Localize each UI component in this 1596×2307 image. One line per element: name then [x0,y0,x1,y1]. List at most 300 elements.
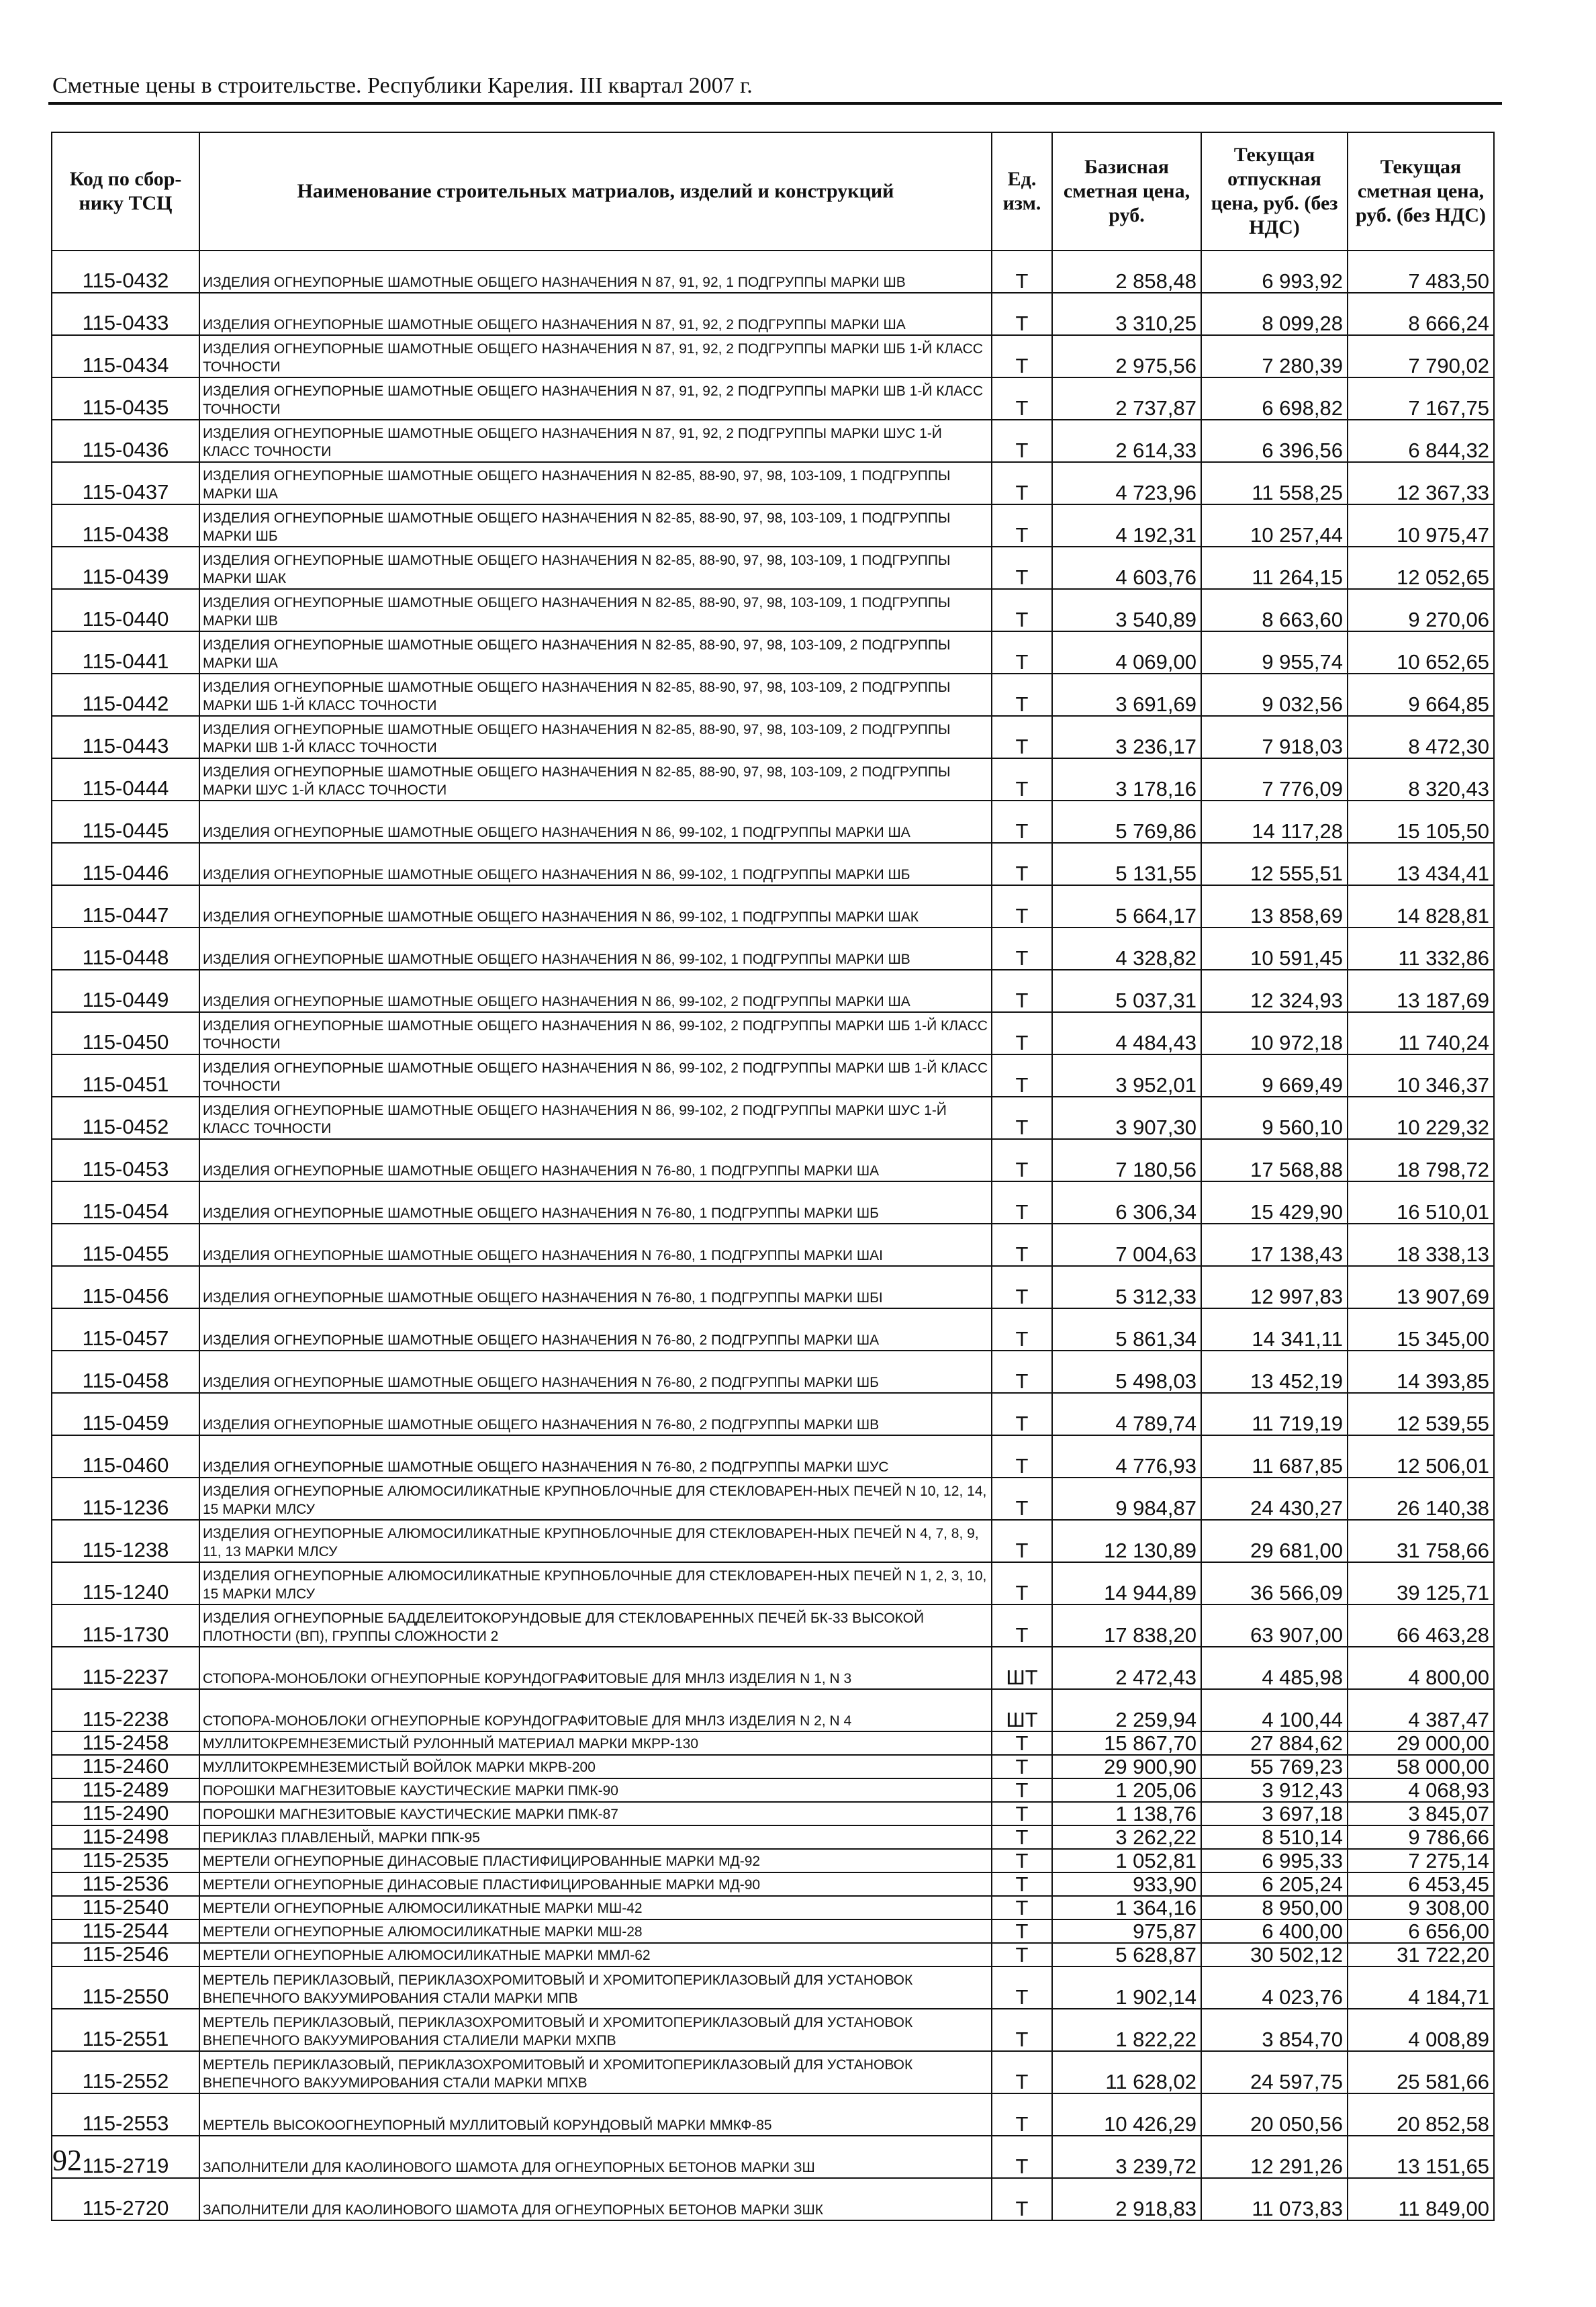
sell-price-cell: 6 396,56 [1201,420,1348,462]
table-row [52,1689,1494,1731]
name-cell: ИЗДЕЛИЯ ОГНЕУПОРНЫЕ ШАМОТНЫЕ ОБЩЕГО НАЗНАЧЕНИЯ N 82-85, 88-90, 97, 98, 103-109, 1 ПОДГРУППЫ МАРКИ ШАК [199,547,992,589]
current-price-cell: 7 167,75 [1348,377,1494,420]
sell-price-cell: 55 769,23 [1201,1755,1348,1778]
code-cell: 115-0459 [52,1393,199,1435]
current-price-cell: 6 453,45 [1348,1872,1494,1896]
base-price-cell: 11 628,02 [1052,2051,1201,2093]
name-cell: ЗАПОЛНИТЕЛИ ДЛЯ КАОЛИНОВОГО ШАМОТА ДЛЯ ОГНЕУПОРНЫХ БЕТОНОВ МАРКИ ЗШК [199,2178,992,2220]
code-cell: 115-0442 [52,674,199,716]
current-price-cell: 10 652,65 [1348,631,1494,674]
unit-cell: Т [992,758,1052,801]
table-row [52,1802,1494,1825]
sell-price-cell: 9 955,74 [1201,631,1348,674]
table-row [52,2178,1494,2220]
name-cell: ИЗДЕЛИЯ ОГНЕУПОРНЫЕ ШАМОТНЫЕ ОБЩЕГО НАЗНАЧЕНИЯ N 76-80, 2 ПОДГРУППЫ МАРКИ ШУС [199,1435,992,1478]
current-price-cell: 20 852,58 [1348,2093,1494,2136]
base-price-cell: 4 776,93 [1052,1435,1201,1478]
current-price-cell: 18 338,13 [1348,1224,1494,1266]
table-row [52,843,1494,885]
code-cell: 115-0441 [52,631,199,674]
current-price-cell: 6 656,00 [1348,1919,1494,1943]
sell-price-cell: 10 257,44 [1201,504,1348,547]
table-row [52,1181,1494,1224]
unit-cell: Т [992,420,1052,462]
current-price-cell: 10 229,32 [1348,1097,1494,1139]
current-price-cell: 4 184,71 [1348,1966,1494,2009]
current-price-cell: 12 539,55 [1348,1393,1494,1435]
sell-price-cell: 63 907,00 [1201,1604,1348,1647]
base-price-cell: 1 205,06 [1052,1778,1201,1802]
code-cell: 115-2552 [52,2051,199,2093]
unit-cell: Т [992,1966,1052,2009]
name-cell: МУЛЛИТОКРЕМНЕЗЕМИСТЫЙ ВОЙЛОК МАРКИ МКРВ-200 [199,1755,992,1778]
table-row [52,1308,1494,1351]
unit-cell: Т [992,2178,1052,2220]
name-cell: ИЗДЕЛИЯ ОГНЕУПОРНЫЕ ШАМОТНЫЕ ОБЩЕГО НАЗНАЧЕНИЯ N 82-85, 88-90, 97, 98, 103-109, 1 ПОДГРУППЫ МАРКИ ШБ [199,504,992,547]
table-row [52,547,1494,589]
current-price-cell: 4 800,00 [1348,1647,1494,1689]
table-row [52,1604,1494,1647]
code-cell: 115-0444 [52,758,199,801]
unit-cell: Т [992,2051,1052,2093]
name-cell: СТОПОРА-МОНОБЛОКИ ОГНЕУПОРНЫЕ КОРУНДОГРАФИТОВЫЕ ДЛЯ МНЛЗ ИЗДЕЛИЯ N 1, N 3 [199,1647,992,1689]
code-cell: 115-1238 [52,1520,199,1562]
name-cell: ИЗДЕЛИЯ ОГНЕУПОРНЫЕ ШАМОТНЫЕ ОБЩЕГО НАЗНАЧЕНИЯ N 87, 91, 92, 2 ПОДГРУППЫ МАРКИ ШУС 1-Й КЛАСС ТОЧНОСТИ [199,420,992,462]
sell-price-cell: 6 205,24 [1201,1872,1348,1896]
sell-price-cell: 17 568,88 [1201,1139,1348,1181]
name-cell: МЕРТЕЛИ ОГНЕУПОРНЫЕ АЛЮМОСИЛИКАТНЫЕ МАРКИ ММЛ-62 [199,1943,992,1966]
sell-price-cell: 8 099,28 [1201,293,1348,335]
sell-price-cell: 11 687,85 [1201,1435,1348,1478]
code-cell: 115-1236 [52,1478,199,1520]
code-cell: 115-2551 [52,2009,199,2051]
sell-price-cell: 27 884,62 [1201,1731,1348,1755]
code-cell: 115-0453 [52,1139,199,1181]
code-cell: 115-0446 [52,843,199,885]
current-price-cell: 7 483,50 [1348,251,1494,293]
table-row [52,1224,1494,1266]
header-sell-price: Текущая отпускная цена, руб. (без НДС) [1201,132,1348,251]
base-price-cell: 4 789,74 [1052,1393,1201,1435]
name-cell: МЕРТЕЛЬ ПЕРИКЛАЗОВЫЙ, ПЕРИКЛАЗОХРОМИТОВЫЙ И ХРОМИТОПЕРИКЛАЗОВЫЙ ДЛЯ УСТАНОВОК ВНЕПЕЧНОГО ВАКУУМИРОВАНИЯ СТАЛИ МАРКИ МПХВ [199,2051,992,2093]
current-price-cell: 4 068,93 [1348,1778,1494,1802]
table-row [52,504,1494,547]
name-cell: ИЗДЕЛИЯ ОГНЕУПОРНЫЕ ШАМОТНЫЕ ОБЩЕГО НАЗНАЧЕНИЯ N 86, 99-102, 2 ПОДГРУППЫ МАРКИ ШУС 1-Й КЛАСС ТОЧНОСТИ [199,1097,992,1139]
sell-price-cell: 13 452,19 [1201,1351,1348,1393]
current-price-cell: 13 907,69 [1348,1266,1494,1308]
base-price-cell: 5 131,55 [1052,843,1201,885]
name-cell: ПОРОШКИ МАГНЕЗИТОВЫЕ КАУСТИЧЕСКИЕ МАРКИ ПМК-90 [199,1778,992,1802]
unit-cell: Т [992,1054,1052,1097]
current-price-cell: 12 052,65 [1348,547,1494,589]
unit-cell: Т [992,1825,1052,1849]
unit-cell: Т [992,1520,1052,1562]
name-cell: ИЗДЕЛИЯ ОГНЕУПОРНЫЕ ШАМОТНЫЕ ОБЩЕГО НАЗНАЧЕНИЯ N 86, 99-102, 1 ПОДГРУППЫ МАРКИ ШВ [199,928,992,970]
unit-cell: Т [992,2093,1052,2136]
table-row [52,1849,1494,1872]
code-cell: 115-0434 [52,335,199,377]
code-cell: 115-2498 [52,1825,199,1849]
header-rule [48,102,1502,105]
sell-price-cell: 9 032,56 [1201,674,1348,716]
base-price-cell: 4 192,31 [1052,504,1201,547]
current-price-cell: 9 786,66 [1348,1825,1494,1849]
base-price-cell: 3 178,16 [1052,758,1201,801]
base-price-cell: 1 902,14 [1052,1966,1201,2009]
unit-cell: ШТ [992,1647,1052,1689]
current-price-cell: 8 666,24 [1348,293,1494,335]
table-row [52,293,1494,335]
name-cell: ИЗДЕЛИЯ ОГНЕУПОРНЫЕ ШАМОТНЫЕ ОБЩЕГО НАЗНАЧЕНИЯ N 76-80, 1 ПОДГРУППЫ МАРКИ ШАІ [199,1224,992,1266]
unit-cell: Т [992,1562,1052,1604]
code-cell: 115-2546 [52,1943,199,1966]
unit-cell: Т [992,801,1052,843]
name-cell: ИЗДЕЛИЯ ОГНЕУПОРНЫЕ ШАМОТНЫЕ ОБЩЕГО НАЗНАЧЕНИЯ N 86, 99-102, 2 ПОДГРУППЫ МАРКИ ШВ 1-Й КЛАСС ТОЧНОСТИ [199,1054,992,1097]
sell-price-cell: 20 050,56 [1201,2093,1348,2136]
table-row [52,2136,1494,2178]
name-cell: ЗАПОЛНИТЕЛИ ДЛЯ КАОЛИНОВОГО ШАМОТА ДЛЯ ОГНЕУПОРНЫХ БЕТОНОВ МАРКИ ЗШ [199,2136,992,2178]
sell-price-cell: 36 566,09 [1201,1562,1348,1604]
base-price-cell: 3 310,25 [1052,293,1201,335]
code-cell: 115-2535 [52,1849,199,1872]
sell-price-cell: 17 138,43 [1201,1224,1348,1266]
base-price-cell: 5 664,17 [1052,885,1201,928]
unit-cell: Т [992,1943,1052,1966]
base-price-cell: 4 069,00 [1052,631,1201,674]
base-price-cell: 3 907,30 [1052,1097,1201,1139]
current-price-cell: 26 140,38 [1348,1478,1494,1520]
name-cell: СТОПОРА-МОНОБЛОКИ ОГНЕУПОРНЫЕ КОРУНДОГРАФИТОВЫЕ ДЛЯ МНЛЗ ИЗДЕЛИЯ N 2, N 4 [199,1689,992,1731]
price-table [51,132,1495,2221]
current-price-cell: 9 270,06 [1348,589,1494,631]
code-cell: 115-2458 [52,1731,199,1755]
base-price-cell: 5 498,03 [1052,1351,1201,1393]
unit-cell: Т [992,504,1052,547]
base-price-cell: 7 004,63 [1052,1224,1201,1266]
name-cell: ИЗДЕЛИЯ ОГНЕУПОРНЫЕ ШАМОТНЫЕ ОБЩЕГО НАЗНАЧЕНИЯ N 76-80, 1 ПОДГРУППЫ МАРКИ ША [199,1139,992,1181]
sell-price-cell: 14 341,11 [1201,1308,1348,1351]
sell-price-cell: 12 997,83 [1201,1266,1348,1308]
table-body [52,251,1494,2220]
base-price-cell: 12 130,89 [1052,1520,1201,1562]
sell-price-cell: 12 324,93 [1201,970,1348,1012]
sell-price-cell: 7 280,39 [1201,335,1348,377]
unit-cell: Т [992,885,1052,928]
name-cell: МЕРТЕЛИ ОГНЕУПОРНЫЕ АЛЮМОСИЛИКАТНЫЕ МАРКИ МШ-28 [199,1919,992,1943]
table-row [52,462,1494,504]
sell-price-cell: 6 995,33 [1201,1849,1348,1872]
code-cell: 115-2550 [52,1966,199,2009]
name-cell: ИЗДЕЛИЯ ОГНЕУПОРНЫЕ ШАМОТНЫЕ ОБЩЕГО НАЗНАЧЕНИЯ N 87, 91, 92, 2 ПОДГРУППЫ МАРКИ ШБ 1-Й КЛАСС ТОЧНОСТИ [199,335,992,377]
table-row [52,1393,1494,1435]
table-row [52,1139,1494,1181]
unit-cell: Т [992,1012,1052,1054]
code-cell: 115-0433 [52,293,199,335]
name-cell: ПОРОШКИ МАГНЕЗИТОВЫЕ КАУСТИЧЕСКИЕ МАРКИ ПМК-87 [199,1802,992,1825]
table-row [52,1562,1494,1604]
code-cell: 115-2237 [52,1647,199,1689]
code-cell: 115-0440 [52,589,199,631]
current-price-cell: 11 332,86 [1348,928,1494,970]
unit-cell: Т [992,1308,1052,1351]
name-cell: ИЗДЕЛИЯ ОГНЕУПОРНЫЕ ШАМОТНЫЕ ОБЩЕГО НАЗНАЧЕНИЯ N 82-85, 88-90, 97, 98, 103-109, 2 ПОДГРУППЫ МАРКИ ША [199,631,992,674]
table-row [52,801,1494,843]
base-price-cell: 2 975,56 [1052,335,1201,377]
current-price-cell: 15 105,50 [1348,801,1494,843]
sell-price-cell: 11 073,83 [1201,2178,1348,2220]
table-row [52,1351,1494,1393]
sell-price-cell: 10 591,45 [1201,928,1348,970]
unit-cell: Т [992,1778,1052,1802]
current-price-cell: 14 828,81 [1348,885,1494,928]
unit-cell: Т [992,843,1052,885]
table-row [52,1872,1494,1896]
base-price-cell: 15 867,70 [1052,1731,1201,1755]
sell-price-cell: 6 400,00 [1201,1919,1348,1943]
unit-cell: Т [992,377,1052,420]
sell-price-cell: 15 429,90 [1201,1181,1348,1224]
unit-cell: Т [992,1478,1052,1520]
name-cell: ИЗДЕЛИЯ ОГНЕУПОРНЫЕ ШАМОТНЫЕ ОБЩЕГО НАЗНАЧЕНИЯ N 82-85, 88-90, 97, 98, 103-109, 2 ПОДГРУППЫ МАРКИ ШУС 1-Й КЛАСС ТОЧНОСТИ [199,758,992,801]
base-price-cell: 3 236,17 [1052,716,1201,758]
sell-price-cell: 12 291,26 [1201,2136,1348,2178]
unit-cell: Т [992,716,1052,758]
current-price-cell: 18 798,72 [1348,1139,1494,1181]
name-cell: ИЗДЕЛИЯ ОГНЕУПОРНЫЕ ШАМОТНЫЕ ОБЩЕГО НАЗНАЧЕНИЯ N 87, 91, 92, 2 ПОДГРУППЫ МАРКИ ШВ 1-Й КЛАСС ТОЧНОСТИ [199,377,992,420]
header-name: Наименование строительных матриалов, изделий и конструкций [199,132,992,251]
code-cell: 115-0435 [52,377,199,420]
current-price-cell: 29 000,00 [1348,1731,1494,1755]
base-price-cell: 3 952,01 [1052,1054,1201,1097]
header-current-price: Текущая сметная цена, руб. (без НДС) [1348,132,1494,251]
name-cell: МЕРТЕЛЬ ПЕРИКЛАЗОВЫЙ, ПЕРИКЛАЗОХРОМИТОВЫЙ И ХРОМИТОПЕРИКЛАЗОВЫЙ ДЛЯ УСТАНОВОК ВНЕПЕЧНОГО ВАКУУМИРОВАНИЯ СТАЛИЕЛИ МАРКИ МХПВ [199,2009,992,2051]
name-cell: ИЗДЕЛИЯ ОГНЕУПОРНЫЕ ШАМОТНЫЕ ОБЩЕГО НАЗНАЧЕНИЯ N 76-80, 2 ПОДГРУППЫ МАРКИ ШВ [199,1393,992,1435]
sell-price-cell: 9 669,49 [1201,1054,1348,1097]
base-price-cell: 4 723,96 [1052,462,1201,504]
base-price-cell: 5 769,86 [1052,801,1201,843]
unit-cell: Т [992,335,1052,377]
table-row [52,1943,1494,1966]
base-price-cell: 9 984,87 [1052,1478,1201,1520]
unit-cell: Т [992,1755,1052,1778]
name-cell: МЕРТЕЛЬ ПЕРИКЛАЗОВЫЙ, ПЕРИКЛАЗОХРОМИТОВЫЙ И ХРОМИТОПЕРИКЛАЗОВЫЙ ДЛЯ УСТАНОВОК ВНЕПЕЧНОГО ВАКУУМИРОВАНИЯ СТАЛИ МАРКИ МПВ [199,1966,992,2009]
current-price-cell: 10 975,47 [1348,504,1494,547]
table-row [52,631,1494,674]
name-cell: ИЗДЕЛИЯ ОГНЕУПОРНЫЕ АЛЮМОСИЛИКАТНЫЕ КРУПНОБЛОЧНЫЕ ДЛЯ СТЕКЛОВАРЕН-НЫХ ПЕЧЕЙ N 1, 2, 3, 10, 15 МАРКИ МЛСУ [199,1562,992,1604]
name-cell: ИЗДЕЛИЯ ОГНЕУПОРНЫЕ ШАМОТНЫЕ ОБЩЕГО НАЗНАЧЕНИЯ N 82-85, 88-90, 97, 98, 103-109, 1 ПОДГРУППЫ МАРКИ ША [199,462,992,504]
table-row [52,1647,1494,1689]
code-cell: 115-0445 [52,801,199,843]
sell-price-cell: 30 502,12 [1201,1943,1348,1966]
name-cell: ИЗДЕЛИЯ ОГНЕУПОРНЫЕ ШАМОТНЫЕ ОБЩЕГО НАЗНАЧЕНИЯ N 87, 91, 92, 2 ПОДГРУППЫ МАРКИ ША [199,293,992,335]
name-cell: ИЗДЕЛИЯ ОГНЕУПОРНЫЕ ШАМОТНЫЕ ОБЩЕГО НАЗНАЧЕНИЯ N 82-85, 88-90, 97, 98, 103-109, 2 ПОДГРУППЫ МАРКИ ШБ 1-Й КЛАСС ТОЧНОСТИ [199,674,992,716]
unit-cell: Т [992,1224,1052,1266]
base-price-cell: 4 484,43 [1052,1012,1201,1054]
code-cell: 115-0450 [52,1012,199,1054]
unit-cell: Т [992,2009,1052,2051]
unit-cell: Т [992,1181,1052,1224]
unit-cell: Т [992,1849,1052,1872]
code-cell: 115-2544 [52,1919,199,1943]
unit-cell: Т [992,1097,1052,1139]
base-price-cell: 933,90 [1052,1872,1201,1896]
sell-price-cell: 8 950,00 [1201,1896,1348,1919]
table-row [52,1825,1494,1849]
unit-cell: Т [992,1435,1052,1478]
name-cell: ИЗДЕЛИЯ ОГНЕУПОРНЫЕ ШАМОТНЫЕ ОБЩЕГО НАЗНАЧЕНИЯ N 76-80, 2 ПОДГРУППЫ МАРКИ ША [199,1308,992,1351]
table-row [52,1435,1494,1478]
name-cell: МЕРТЕЛИ ОГНЕУПОРНЫЕ АЛЮМОСИЛИКАТНЫЕ МАРКИ МШ-42 [199,1896,992,1919]
base-price-cell: 2 737,87 [1052,377,1201,420]
unit-cell: Т [992,631,1052,674]
current-price-cell: 10 346,37 [1348,1054,1494,1097]
table-row [52,674,1494,716]
name-cell: ИЗДЕЛИЯ ОГНЕУПОРНЫЕ ШАМОТНЫЕ ОБЩЕГО НАЗНАЧЕНИЯ N 86, 99-102, 2 ПОДГРУППЫ МАРКИ ША [199,970,992,1012]
base-price-cell: 5 628,87 [1052,1943,1201,1966]
base-price-cell: 3 540,89 [1052,589,1201,631]
name-cell: МЕРТЕЛЬ ВЫСОКООГНЕУПОРНЫЙ МУЛЛИТОВЫЙ КОРУНДОВЫЙ МАРКИ ММКФ-85 [199,2093,992,2136]
code-cell: 115-2460 [52,1755,199,1778]
code-cell: 115-0457 [52,1308,199,1351]
current-price-cell: 4 008,89 [1348,2009,1494,2051]
unit-cell: Т [992,1393,1052,1435]
sell-price-cell: 12 555,51 [1201,843,1348,885]
base-price-cell: 2 858,48 [1052,251,1201,293]
unit-cell: Т [992,674,1052,716]
unit-cell: ШТ [992,1689,1052,1731]
current-price-cell: 58 000,00 [1348,1755,1494,1778]
code-cell: 115-1240 [52,1562,199,1604]
code-cell: 115-0454 [52,1181,199,1224]
base-price-cell: 2 259,94 [1052,1689,1201,1731]
code-cell: 115-0449 [52,970,199,1012]
unit-cell: Т [992,251,1052,293]
code-cell: 115-0432 [52,251,199,293]
base-price-cell: 3 262,22 [1052,1825,1201,1849]
code-cell: 115-1730 [52,1604,199,1647]
current-price-cell: 12 506,01 [1348,1435,1494,1478]
unit-cell: Т [992,928,1052,970]
code-cell: 115-2490 [52,1802,199,1825]
sell-price-cell: 3 697,18 [1201,1802,1348,1825]
unit-cell: Т [992,1872,1052,1896]
table-row [52,1012,1494,1054]
base-price-cell: 10 426,29 [1052,2093,1201,2136]
table-row [52,2093,1494,2136]
table-header-row [52,132,1494,251]
header-base-price: Базисная сметная цена, руб. [1052,132,1201,251]
base-price-cell: 2 918,83 [1052,2178,1201,2220]
current-price-cell: 3 845,07 [1348,1802,1494,1825]
sell-price-cell: 29 681,00 [1201,1520,1348,1562]
sell-price-cell: 6 698,82 [1201,377,1348,420]
name-cell: ИЗДЕЛИЯ ОГНЕУПОРНЫЕ АЛЮМОСИЛИКАТНЫЕ КРУПНОБЛОЧНЫЕ ДЛЯ СТЕКЛОВАРЕН-НЫХ ПЕЧЕЙ N 4, 7, 8, 9, 11, 13 МАРКИ МЛСУ [199,1520,992,1562]
unit-cell: Т [992,589,1052,631]
current-price-cell: 31 758,66 [1348,1520,1494,1562]
sell-price-cell: 11 558,25 [1201,462,1348,504]
sell-price-cell: 4 485,98 [1201,1647,1348,1689]
table-row [52,335,1494,377]
current-price-cell: 25 581,66 [1348,2051,1494,2093]
code-cell: 115-0439 [52,547,199,589]
current-price-cell: 15 345,00 [1348,1308,1494,1351]
current-price-cell: 9 308,00 [1348,1896,1494,1919]
base-price-cell: 1 052,81 [1052,1849,1201,1872]
table-row [52,1731,1494,1755]
table-row [52,251,1494,293]
name-cell: ПЕРИКЛАЗ ПЛАВЛЕНЫЙ, МАРКИ ППК-95 [199,1825,992,1849]
current-price-cell: 14 393,85 [1348,1351,1494,1393]
table-row [52,1919,1494,1943]
table-row [52,1778,1494,1802]
sell-price-cell: 8 510,14 [1201,1825,1348,1849]
unit-cell: Т [992,462,1052,504]
current-price-cell: 8 320,43 [1348,758,1494,801]
base-price-cell: 1 138,76 [1052,1802,1201,1825]
unit-cell: Т [992,1351,1052,1393]
current-price-cell: 6 844,32 [1348,420,1494,462]
current-price-cell: 9 664,85 [1348,674,1494,716]
unit-cell: Т [992,1802,1052,1825]
base-price-cell: 4 328,82 [1052,928,1201,970]
unit-cell: Т [992,1139,1052,1181]
name-cell: ИЗДЕЛИЯ ОГНЕУПОРНЫЕ ШАМОТНЫЕ ОБЩЕГО НАЗНАЧЕНИЯ N 76-80, 2 ПОДГРУППЫ МАРКИ ШБ [199,1351,992,1393]
unit-cell: Т [992,293,1052,335]
code-cell: 115-0451 [52,1054,199,1097]
code-cell: 115-0458 [52,1351,199,1393]
sell-price-cell: 7 918,03 [1201,716,1348,758]
table-row [52,1755,1494,1778]
current-price-cell: 11 740,24 [1348,1012,1494,1054]
header-code: Код по сбор-нику ТСЦ [52,132,199,251]
unit-cell: Т [992,2136,1052,2178]
current-price-cell: 39 125,71 [1348,1562,1494,1604]
sell-price-cell: 6 993,92 [1201,251,1348,293]
page-number: 92 [52,2144,82,2177]
base-price-cell: 3 691,69 [1052,674,1201,716]
name-cell: ИЗДЕЛИЯ ОГНЕУПОРНЫЕ ШАМОТНЫЕ ОБЩЕГО НАЗНАЧЕНИЯ N 82-85, 88-90, 97, 98, 103-109, 2 ПОДГРУППЫ МАРКИ ШВ 1-Й КЛАСС ТОЧНОСТИ [199,716,992,758]
sell-price-cell: 24 597,75 [1201,2051,1348,2093]
sell-price-cell: 11 264,15 [1201,547,1348,589]
table-row [52,589,1494,631]
code-cell: 115-0460 [52,1435,199,1478]
code-cell: 115-0456 [52,1266,199,1308]
sell-price-cell: 11 719,19 [1201,1393,1348,1435]
current-price-cell: 12 367,33 [1348,462,1494,504]
base-price-cell: 3 239,72 [1052,2136,1201,2178]
current-price-cell: 7 275,14 [1348,1849,1494,1872]
table-row [52,970,1494,1012]
name-cell: ИЗДЕЛИЯ ОГНЕУПОРНЫЕ ШАМОТНЫЕ ОБЩЕГО НАЗНАЧЕНИЯ N 82-85, 88-90, 97, 98, 103-109, 1 ПОДГРУППЫ МАРКИ ШВ [199,589,992,631]
table-row [52,420,1494,462]
unit-cell: Т [992,1604,1052,1647]
running-header: Сметные цены в строительстве. Республики Карелия. III квартал 2007 г. [52,73,753,98]
unit-cell: Т [992,1919,1052,1943]
table-row [52,1097,1494,1139]
name-cell: ИЗДЕЛИЯ ОГНЕУПОРНЫЕ АЛЮМОСИЛИКАТНЫЕ КРУПНОБЛОЧНЫЕ ДЛЯ СТЕКЛОВАРЕН-НЫХ ПЕЧЕЙ N 10, 12, 14, 15 МАРКИ МЛСУ [199,1478,992,1520]
table-row [52,1478,1494,1520]
current-price-cell: 11 849,00 [1348,2178,1494,2220]
table-row [52,377,1494,420]
name-cell: МЕРТЕЛИ ОГНЕУПОРНЫЕ ДИНАСОВЫЕ ПЛАСТИФИЦИРОВАННЫЕ МАРКИ МД-90 [199,1872,992,1896]
table-row [52,885,1494,928]
base-price-cell: 5 312,33 [1052,1266,1201,1308]
base-price-cell: 29 900,90 [1052,1755,1201,1778]
code-cell: 115-2489 [52,1778,199,1802]
unit-cell: Т [992,1731,1052,1755]
sell-price-cell: 10 972,18 [1201,1012,1348,1054]
table-row [52,1896,1494,1919]
